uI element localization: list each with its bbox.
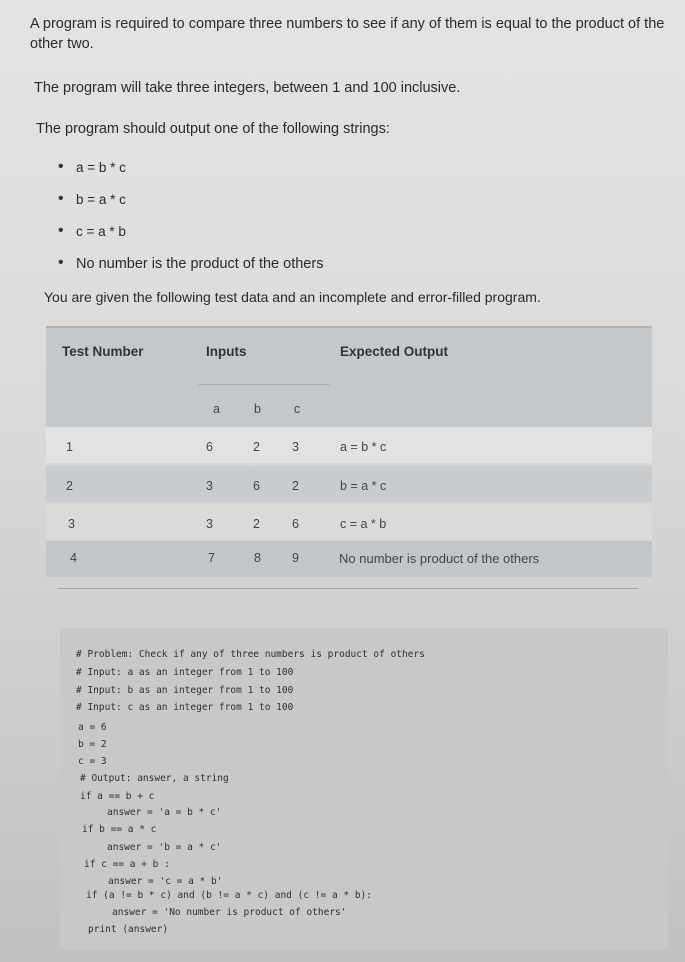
code-line: # Input: b as an integer from 1 to 100 (76, 685, 294, 696)
code-line: # Input: a as an integer from 1 to 100 (76, 667, 294, 678)
output-options-list (58, 160, 323, 288)
code-line: # Input: c as an integer from 1 to 100 (76, 702, 294, 713)
cell-b: 8 (254, 551, 261, 565)
cell-test-number: 1 (66, 440, 73, 454)
table-row (46, 466, 652, 502)
code-line: a = 6 (78, 722, 107, 733)
test-data-intro: You are given the following test data and an incomplete and error-filled program. (44, 289, 541, 305)
input-description: The program will take three integers, between 1 and 100 inclusive. (34, 80, 461, 96)
subheader-c: c (294, 402, 301, 416)
code-line: answer = 'b = a * c' (107, 842, 222, 853)
code-line: b = 2 (78, 739, 107, 750)
list-item: • a = b * c (58, 160, 323, 192)
code-line: # Output: answer, a string (80, 773, 229, 784)
header-expected-output: Expected Output (340, 344, 449, 359)
intro-paragraph: A program is required to compare three numbers to see if any of them is equal to the product of the other two. (30, 16, 665, 52)
code-line: if b == a * c (82, 824, 157, 835)
code-block (60, 628, 668, 950)
table-row (46, 504, 652, 540)
cell-a: 3 (206, 517, 213, 531)
code-line: if a == b + c (80, 791, 155, 802)
cell-c: 3 (292, 440, 299, 454)
cell-a: 6 (206, 440, 213, 454)
list-item: • c = a * b (58, 224, 323, 256)
subheader-b: b (254, 402, 261, 416)
code-line: print (answer) (88, 924, 169, 935)
cell-c: 2 (292, 479, 299, 493)
table-header (46, 326, 652, 427)
list-item: • No number is the product of the others (58, 256, 323, 288)
code-line: if (a != b * c) and (b != a * c) and (c != a * b): (86, 890, 372, 901)
table-bottom-divider (58, 588, 638, 589)
code-line: # Problem: Check if any of three numbers is product of others (76, 649, 425, 660)
code-line: answer = 'c = a * b' (108, 876, 223, 887)
cell-test-number: 3 (68, 517, 75, 531)
cell-a: 3 (206, 479, 213, 493)
cell-expected: No number is product of the others (339, 551, 540, 566)
cell-b: 2 (253, 517, 260, 531)
output-description: The program should output one of the following strings: (36, 121, 390, 137)
test-data-table (46, 326, 656, 588)
subheader-a: a (213, 402, 220, 416)
inputs-divider (198, 384, 330, 385)
cell-a: 7 (208, 551, 215, 565)
code-line: answer = 'a = b * c' (107, 807, 222, 818)
cell-test-number: 4 (70, 551, 77, 565)
cell-b: 6 (253, 479, 260, 493)
code-line: if c == a + b : (84, 859, 170, 870)
cell-expected: c = a * b (340, 517, 387, 531)
cell-test-number: 2 (66, 479, 73, 493)
code-line: c = 3 (78, 756, 107, 767)
cell-b: 2 (253, 440, 260, 454)
cell-c: 6 (292, 517, 299, 531)
table-row (46, 427, 652, 463)
cell-c: 9 (292, 551, 299, 565)
list-item: • b = a * c (58, 192, 323, 224)
code-line: answer = 'No number is product of others' (112, 907, 347, 918)
header-inputs: Inputs (206, 344, 247, 359)
header-test-number: Test Number (62, 344, 144, 359)
cell-expected: b = a * c (340, 479, 387, 493)
cell-expected: a = b * c (340, 440, 387, 454)
table-row (46, 541, 652, 577)
